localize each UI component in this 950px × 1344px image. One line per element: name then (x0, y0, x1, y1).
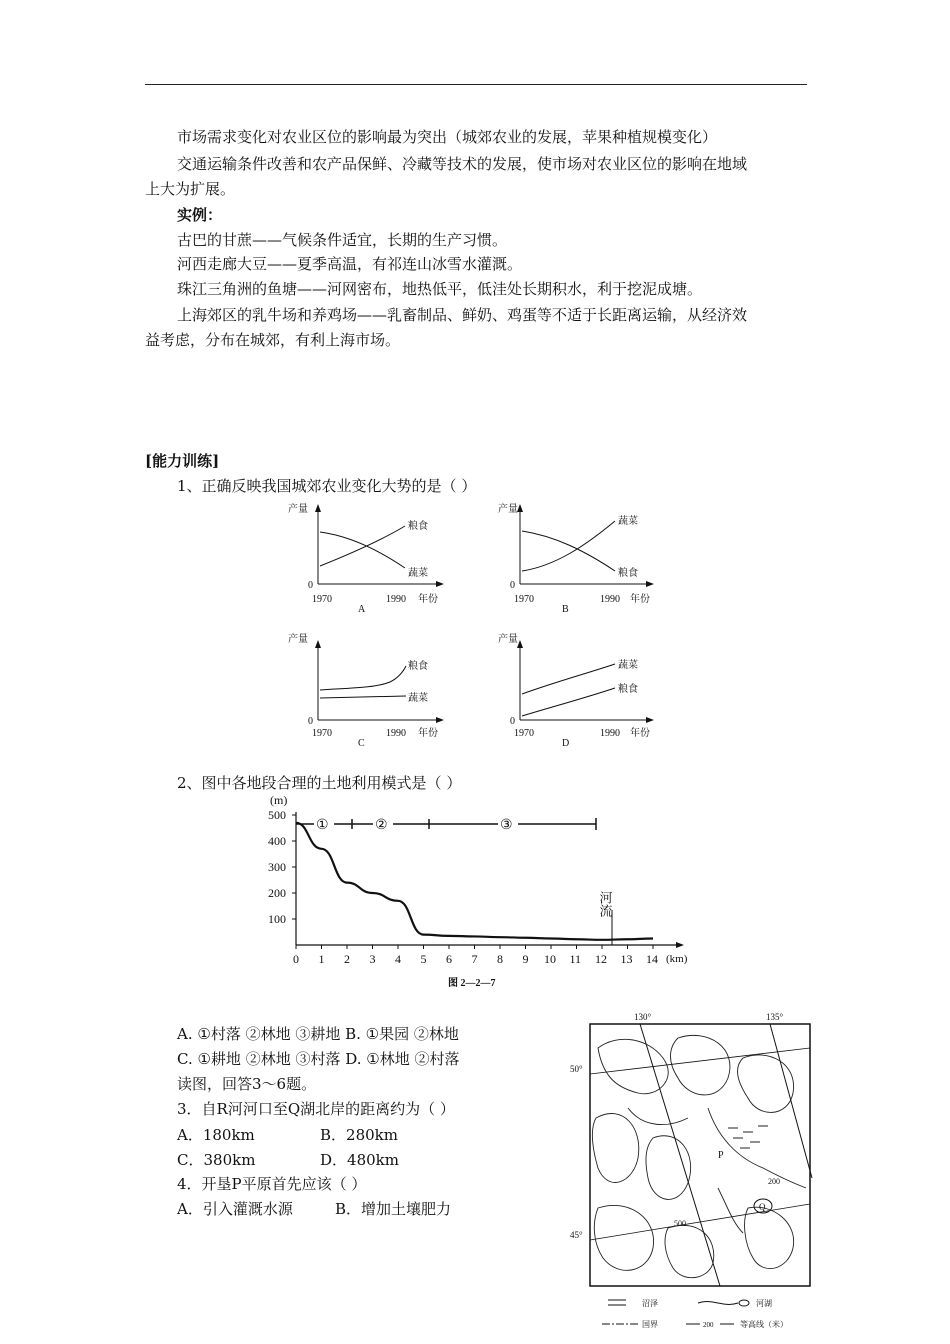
chart-b-series-2: 粮食 (618, 568, 638, 579)
chart-b-grain-line (522, 531, 615, 571)
profile-xtick: 4 (395, 952, 401, 966)
chart-c-series-2: 蔬菜 (408, 693, 428, 704)
chart-d (498, 632, 654, 749)
chart-a (288, 502, 444, 615)
profile-xtick: 2 (344, 952, 350, 966)
chart-c-x2: 1990 (386, 728, 406, 739)
chart-d-xlabel: 年份 (630, 728, 650, 739)
profile-ytick: 400 (268, 834, 286, 848)
chart-d-series-2: 粮食 (618, 684, 638, 695)
question-3-option-b: B．280km (320, 1126, 398, 1144)
example-shanghai: 上海郊区的乳牛场和养鸡场——乳畜制品、鲜奶、鸡蛋等不适于长距离运输，从经济效 (177, 306, 748, 324)
profile-xlabel: (km) (666, 953, 688, 965)
question-1: 1、正确反映我国城郊农业变化大势的是（ ） (177, 477, 477, 495)
profile-xtick: 6 (446, 952, 452, 966)
question-1-charts (270, 496, 680, 756)
question-4: 4．开垦P平原首先应该（ ） (177, 1175, 367, 1193)
chart-c-vegetable-line (320, 696, 406, 698)
chart-b-xlabel: 年份 (630, 594, 650, 605)
chart-a-origin: 0 (308, 580, 313, 591)
map-contour-500: 500 (674, 1219, 686, 1228)
map-legend (602, 1298, 788, 1329)
section-title: [能力训练] (145, 452, 220, 470)
profile-xtick: 12 (595, 952, 607, 966)
profile-xtick: 1 (318, 952, 325, 966)
chart-a-series-2: 蔬菜 (408, 568, 428, 579)
map-lon-135: 135° (766, 1012, 784, 1022)
question-2-options-cd: C. ①耕地 ②林地 ③村落 D. ①林地 ②村落 (177, 1050, 460, 1068)
question-3-option-a: A．180km (177, 1126, 255, 1144)
chart-d-vegetable-line (522, 664, 615, 694)
chart-c-ylabel: 产量 (288, 634, 308, 645)
profile-elevation-line (296, 823, 653, 940)
chart-d-x1: 1970 (514, 728, 534, 739)
chart-b-origin: 0 (510, 580, 515, 591)
profile-xtick: 14 (646, 952, 658, 966)
example-hexi: 河西走廊大豆——夏季高温，有祁连山冰雪水灌溉。 (177, 255, 523, 273)
paragraph-market-demand: 市场需求变化对农业区位的影响最为突出（城郊农业的发展，苹果种植规模变化） (177, 128, 718, 146)
chart-d-ylabel: 产量 (498, 634, 518, 645)
region-map (568, 1008, 814, 1338)
profile-ytick: 300 (268, 860, 286, 874)
profile-xtick: 11 (569, 952, 582, 966)
map-place-p: P (718, 1150, 724, 1161)
profile-xtick: 3 (369, 952, 376, 966)
paragraph-transport: 交通运输条件改善和农产品保鲜、冷藏等技术的发展，使市场对农业区位的影响在地域 (177, 155, 748, 173)
chart-d-grain-line (522, 688, 615, 716)
chart-c (288, 632, 444, 749)
chart-b-x2: 1990 (600, 594, 620, 605)
profile-chart (262, 792, 694, 1000)
chart-b-x1: 1970 (514, 594, 534, 605)
chart-d-series-1: 蔬菜 (618, 660, 638, 671)
profile-xtick: 9 (522, 952, 529, 966)
chart-c-xlabel: 年份 (418, 728, 438, 739)
chart-b (498, 502, 654, 615)
legend-contour: 等高线（米） (740, 1320, 788, 1329)
chart-c-origin: 0 (308, 716, 313, 727)
profile-xtick: 5 (420, 952, 427, 966)
segment-2-label: ② (375, 818, 388, 833)
question-3: 3．自R河河口至Q湖北岸的距离约为（ ） (177, 1100, 455, 1118)
chart-b-panel: B (562, 604, 569, 615)
river-annotation: 河流 (597, 891, 613, 917)
chart-b-vegetable-line (522, 521, 615, 571)
chart-b-ylabel: 产量 (498, 504, 518, 515)
legend-swamp: 沼泽 (642, 1299, 658, 1308)
chart-d-x2: 1990 (600, 728, 620, 739)
example-cuba: 古巴的甘蔗——气候条件适宜，长期的生产习惯。 (177, 231, 508, 249)
profile-ytick: 500 (268, 808, 286, 822)
example-title: 实例： (177, 206, 223, 224)
profile-ylabel: (m) (270, 793, 288, 807)
chart-c-series-1: 粮食 (408, 661, 428, 672)
segment-3-label: ③ (500, 818, 513, 833)
profile-xtick: 7 (471, 952, 478, 966)
chart-a-series-1: 粮食 (408, 521, 428, 532)
paragraph-transport-cont: 上大为扩展。 (145, 180, 236, 198)
chart-d-panel: D (562, 738, 570, 749)
profile-xtick: 10 (544, 952, 556, 966)
map-contour-200: 200 (768, 1177, 780, 1186)
question-2: 2、图中各地段合理的土地利用模式是（ ） (177, 774, 462, 792)
profile-ytick: 200 (268, 886, 286, 900)
question-3-option-c: C．380km (177, 1151, 256, 1169)
example-shanghai-cont: 益考虑，分布在城郊，有利上海市场。 (145, 331, 401, 349)
read-instruction: 读图，回答3～6题。 (177, 1075, 317, 1093)
map-place-q: Q (759, 1202, 766, 1212)
profile-xtick: 13 (620, 952, 633, 966)
chart-c-x1: 1970 (312, 728, 332, 739)
chart-d-origin: 0 (510, 716, 515, 727)
map-lat-50: 50° (570, 1064, 583, 1074)
chart-a-vegetable-line (320, 532, 405, 568)
chart-c-panel: C (358, 738, 365, 749)
map-frame (590, 1024, 810, 1286)
chart-c-grain-line (320, 666, 406, 690)
chart-a-panel: A (358, 604, 366, 615)
profile-ytick: 100 (268, 912, 286, 926)
profile-title: 图 2—2—7 (448, 978, 496, 989)
profile-xtick: 8 (497, 952, 503, 966)
chart-b-series-1: 蔬菜 (618, 516, 638, 527)
question-2-options-ab: A. ①村落 ②林地 ③耕地 B. ①果园 ②林地 (177, 1025, 459, 1043)
segment-1-label: ① (316, 818, 329, 833)
chart-a-x2: 1990 (386, 594, 406, 605)
legend-border: 国界 (642, 1320, 658, 1329)
map-lat-45: 45° (570, 1230, 583, 1240)
chart-a-x1: 1970 (312, 594, 332, 605)
question-4-option-b: B．增加土壤肥力 (335, 1200, 452, 1218)
chart-a-ylabel: 产量 (288, 504, 308, 515)
question-3-option-d: D．480km (320, 1151, 399, 1169)
profile-xtick: 0 (293, 952, 299, 966)
chart-a-xlabel: 年份 (418, 594, 438, 605)
example-pearl-river: 珠江三角洲的鱼塘——河网密布，地热低平，低洼处长期积水，利于挖泥成塘。 (177, 280, 703, 298)
question-4-option-a: A．引入灌溉水源 (177, 1200, 293, 1218)
header-rule (145, 84, 807, 85)
map-lon-130: 130° (634, 1012, 652, 1022)
legend-river: 河湖 (756, 1299, 772, 1308)
legend-contour-value: 200 (703, 1321, 714, 1329)
